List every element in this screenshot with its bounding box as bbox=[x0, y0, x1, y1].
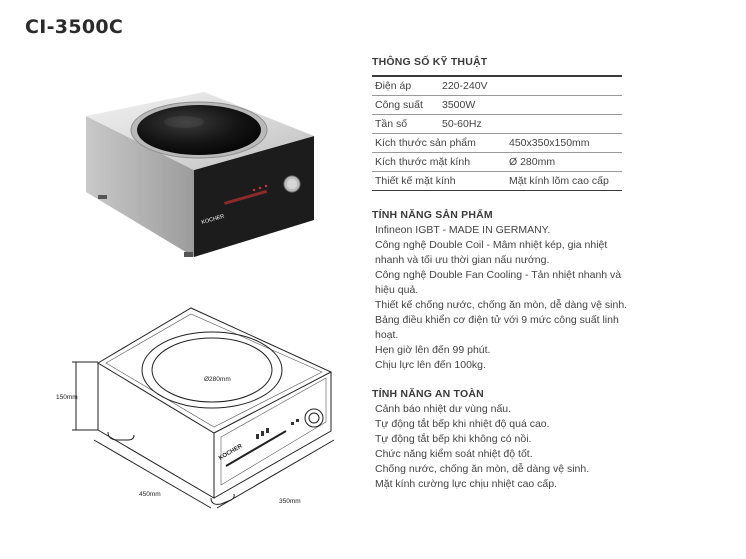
drawing-left-side bbox=[98, 363, 214, 498]
spec-table bbox=[372, 75, 622, 191]
wok-glass bbox=[137, 105, 261, 155]
safety-features-list bbox=[375, 402, 665, 492]
list-item: Công nghệ Double Coil - Mâm nhiệt kép, gia nhiệt bbox=[375, 239, 608, 251]
spec-row-power bbox=[372, 96, 622, 115]
foot bbox=[184, 252, 193, 257]
brand-logo: KOCHER bbox=[200, 213, 226, 226]
spec-value: 50-60Hz bbox=[442, 117, 482, 130]
spec-label: Công suất bbox=[375, 98, 423, 111]
width-label: 450mm bbox=[139, 491, 161, 498]
foot bbox=[98, 195, 107, 199]
list-item: Chức năng kiểm soát nhiệt độ tốt. bbox=[375, 448, 533, 460]
spec-label: Kích thước mặt kính bbox=[375, 155, 471, 168]
list-item: Tự động tắt bếp khi nhiệt độ quá cao. bbox=[375, 418, 550, 430]
brand-on-drawing: KOCHER bbox=[218, 443, 244, 462]
specs-heading: THÔNG SỐ KỸ THUẬT bbox=[372, 56, 488, 68]
list-item: Infineon IGBT - MADE IN GERMANY. bbox=[375, 224, 551, 236]
spec-row-glass-size bbox=[372, 153, 622, 172]
spec-value: 450x350x150mm bbox=[509, 136, 590, 149]
product-photo bbox=[84, 92, 324, 262]
list-item: Chịu lực lên đến 100kg. bbox=[375, 359, 486, 371]
list-item: Công nghệ Double Fan Cooling - Tản nhiệt nhanh và bbox=[375, 269, 622, 281]
spec-value: 3500W bbox=[442, 98, 476, 111]
safety-features-heading: TÍNH NĂNG AN TOÀN bbox=[372, 388, 484, 400]
display-dot bbox=[253, 189, 255, 191]
list-item: Chống nước, chống ăn mòn, dễ dàng vệ sinh. bbox=[375, 463, 590, 475]
list-item: nhanh và tối ưu thời gian nấu nướng. bbox=[375, 254, 550, 266]
technical-drawing bbox=[46, 300, 346, 525]
spec-value: Mặt kính lõm cao cấp bbox=[509, 174, 609, 187]
list-item: Hẹn giờ lên đến 99 phút. bbox=[375, 344, 491, 356]
drawing-top-face bbox=[98, 308, 331, 433]
list-item: hoạt. bbox=[375, 329, 399, 341]
spec-label: Tần số bbox=[375, 117, 408, 130]
spec-label: Kích thước sản phẩm bbox=[375, 136, 476, 149]
list-item: Bảng điều khiển cơ điện tử với 9 mức công suất linh bbox=[375, 314, 619, 326]
list-item: Mặt kính cường lực chịu nhiệt cao cấp. bbox=[375, 478, 558, 490]
depth-label: 350mm bbox=[279, 498, 301, 505]
list-item: Tự động tắt bếp khi không có nồi. bbox=[375, 433, 532, 445]
spec-row-voltage bbox=[372, 77, 622, 96]
drawing-foot bbox=[108, 432, 134, 440]
spec-label: Thiết kế mặt kính bbox=[375, 174, 456, 187]
diameter-label: Ø280mm bbox=[204, 376, 231, 383]
model-title: CI-3500C bbox=[25, 16, 124, 38]
list-item: Thiết kế chống nước, chống ăn mòn, dễ dàng vệ sinh. bbox=[375, 299, 628, 311]
spec-row-product-size bbox=[372, 134, 622, 153]
product-features-heading: TÍNH NĂNG SẢN PHẨM bbox=[372, 209, 493, 221]
drawing-bowl-inner bbox=[152, 338, 272, 402]
list-item: hiệu quả. bbox=[375, 284, 419, 296]
spec-value: 220-240V bbox=[442, 79, 488, 92]
drawing-front-face bbox=[214, 372, 331, 498]
spec-value: Ø 280mm bbox=[509, 155, 556, 168]
drawing-knob bbox=[305, 409, 323, 427]
spec-row-frequency bbox=[372, 115, 622, 134]
spec-row-glass-design bbox=[372, 172, 622, 191]
drawing-bowl-outer bbox=[142, 332, 282, 408]
height-label: 150mm bbox=[56, 394, 78, 401]
product-features-list bbox=[375, 223, 665, 373]
spec-label: Điện áp bbox=[375, 79, 412, 92]
list-item: Cảnh báo nhiệt dư vùng nấu. bbox=[375, 403, 512, 415]
